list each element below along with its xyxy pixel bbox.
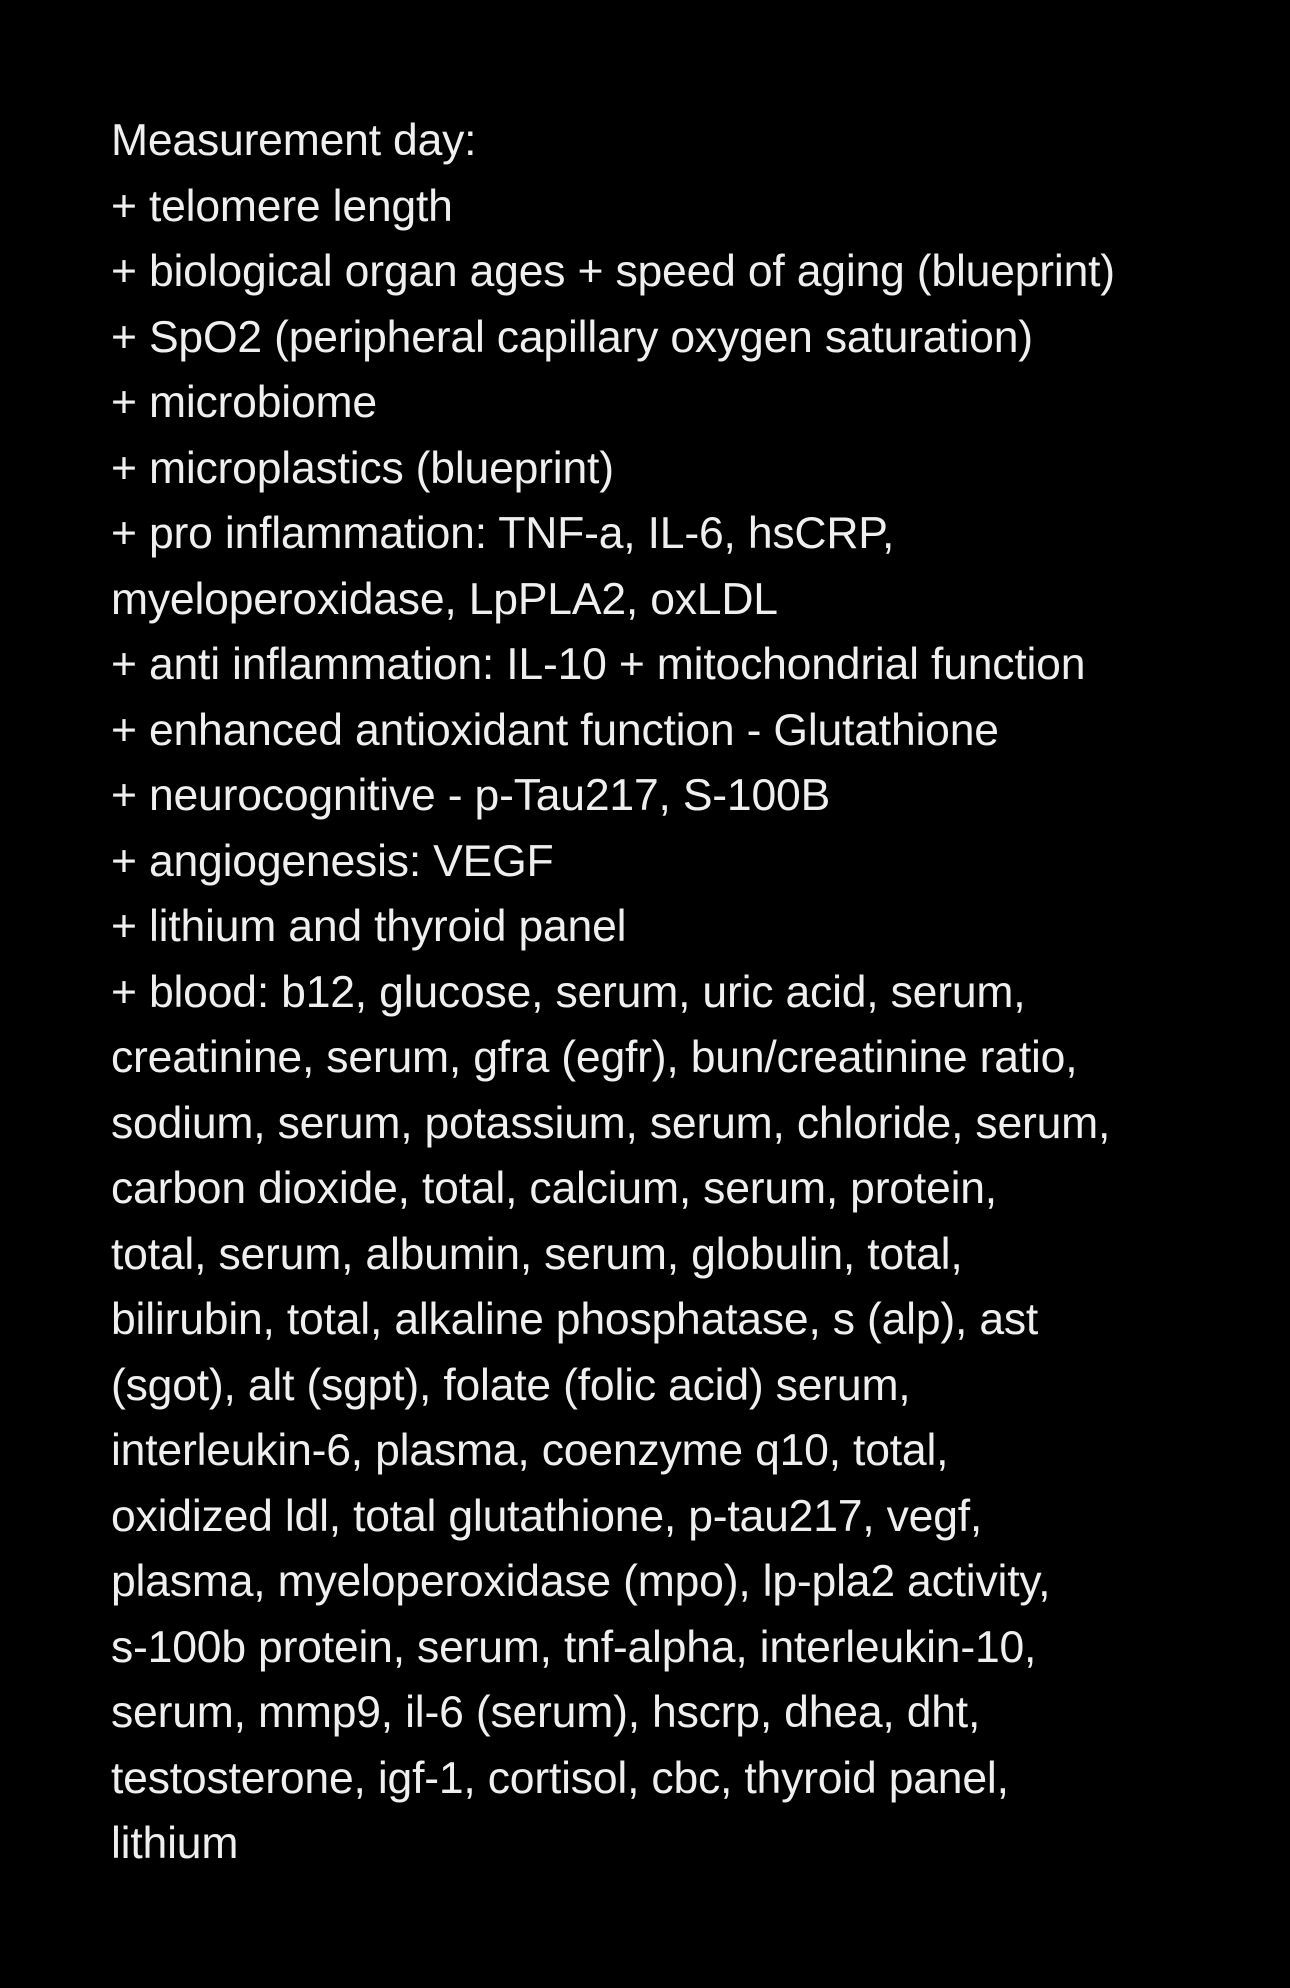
- post-line: bilirubin, total, alkaline phosphatase, s (alp), ast: [111, 1295, 1039, 1344]
- post-line: interleukin-6, plasma, coenzyme q10, total,: [111, 1426, 949, 1475]
- post-line: + biological organ ages + speed of aging (blueprint): [111, 247, 1115, 296]
- post-line: creatinine, serum, gfra (egfr), bun/creatinine ratio,: [111, 1033, 1078, 1082]
- post-line: + microbiome: [111, 378, 377, 427]
- post-line: plasma, myeloperoxidase (mpo), lp-pla2 activity,: [111, 1557, 1051, 1606]
- post-line: serum, mmp9, il-6 (serum), hscrp, dhea, dht,: [111, 1688, 981, 1737]
- post-line: + pro inflammation: TNF-a, IL-6, hsCRP,: [111, 509, 895, 558]
- post-line: + angiogenesis: VEGF: [111, 836, 554, 886]
- post-line: + anti inflammation: IL-10 + mitochondrial function: [111, 640, 1086, 689]
- post-line: total, serum, albumin, serum, globulin, total,: [111, 1229, 963, 1279]
- post-line: myeloperoxidase, LpPLA2, oxLDL: [111, 574, 778, 624]
- post-line: oxidized ldl, total glutathione, p-tau217, vegf,: [111, 1491, 983, 1541]
- post-line: + telomere length: [111, 181, 453, 231]
- post-line: + enhanced antioxidant function - Glutathione: [111, 705, 999, 755]
- post-line: sodium, serum, potassium, serum, chloride, serum,: [111, 1098, 1111, 1148]
- post-line-heading: Measurement day:: [111, 116, 477, 165]
- post-line: lithium: [111, 1819, 239, 1868]
- post-line: + blood: b12, glucose, serum, uric acid, serum,: [111, 967, 1026, 1017]
- post-line: testosterone, igf-1, cortisol, cbc, thyroid panel,: [111, 1753, 1009, 1803]
- post-text: [111, 108, 1221, 1877]
- post-line: + neurocognitive - p-Tau217, S-100B: [111, 771, 831, 820]
- post-line: carbon dioxide, total, calcium, serum, protein,: [111, 1164, 997, 1213]
- post-line: (sgot), alt (sgpt), folate (folic acid) serum,: [111, 1360, 911, 1410]
- post-line: s-100b protein, serum, tnf-alpha, interleukin-10,: [111, 1622, 1037, 1672]
- post-line: + microplastics (blueprint): [111, 443, 614, 493]
- post-line: + SpO2 (peripheral capillary oxygen saturation): [111, 312, 1033, 362]
- post-line: + lithium and thyroid panel: [111, 902, 627, 951]
